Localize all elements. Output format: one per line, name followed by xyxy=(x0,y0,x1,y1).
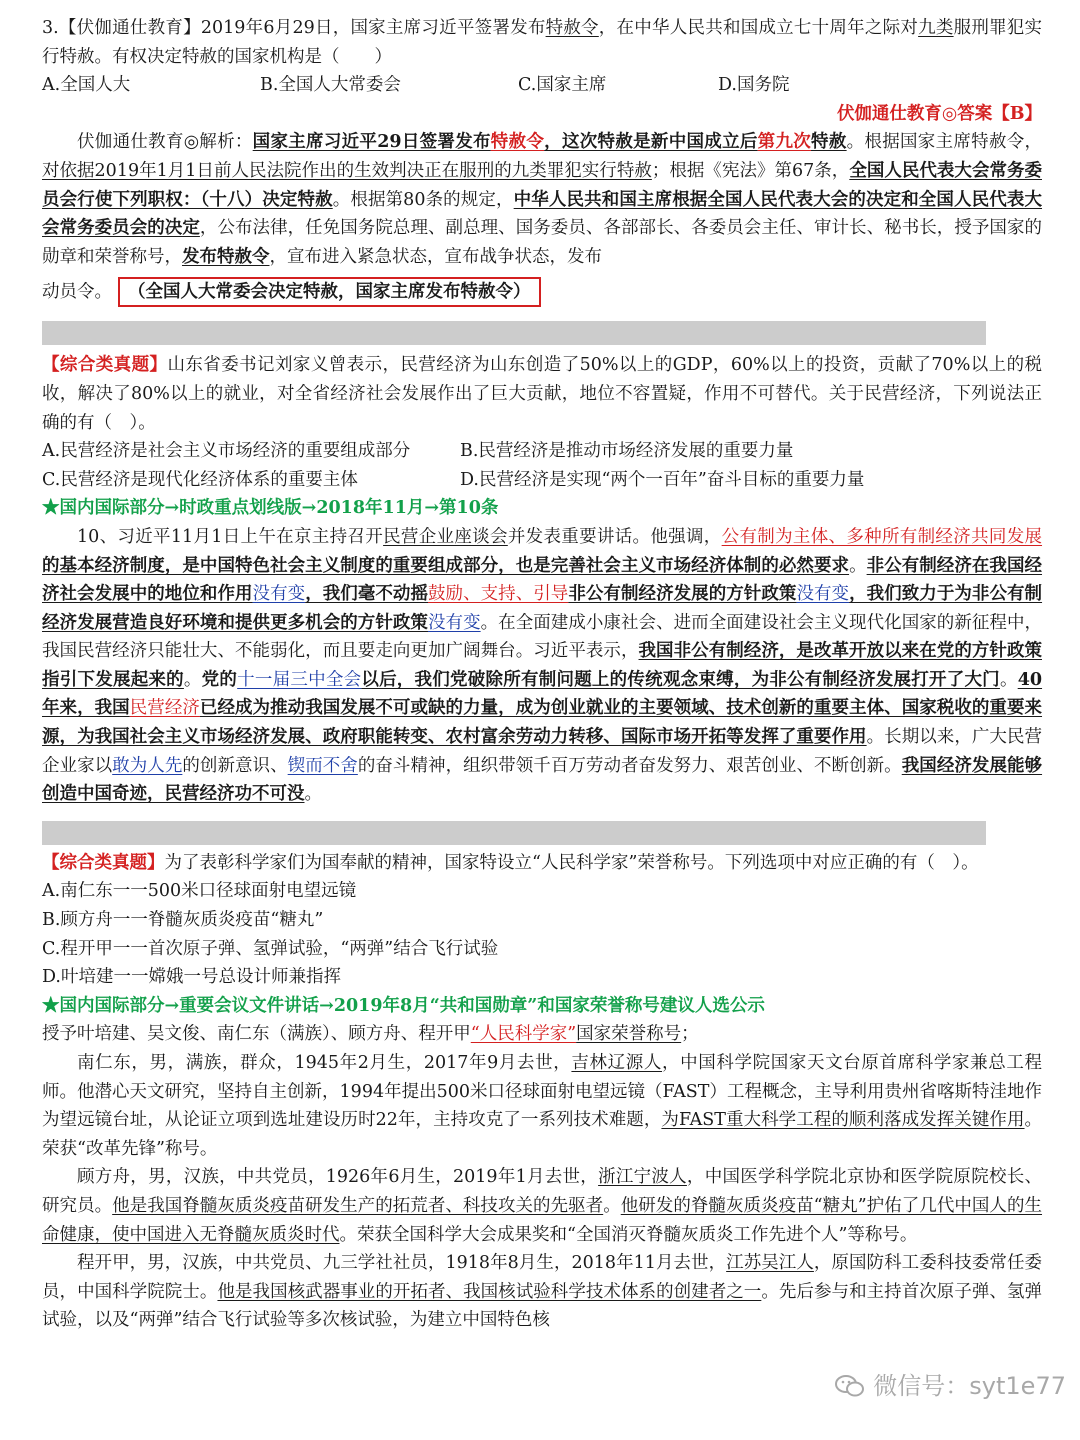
q4-stem: 【综合类真题】山东省委书记刘家义曾表示，民营经济为山东创造了50%以上的GDP，60%以上的投资，贡献了70%以上的税收，解决了80%以上的就业，对全省经济社会发展作出了巨大贡献，地位不容置疑，作用不可替代。关于民营经济，下列说法正确的有（ ）。 xyxy=(42,355,1042,433)
q4-option-b: B.民营经济是推动市场经济发展的重要力量 xyxy=(460,441,794,462)
q5-paragraph-nan: 南仁东，男，满族，群众，1945年2月生，2017年9月去世，吉林辽源人，中国科学院国家天文台原首席科学家兼总工程师。他潜心天文研究，坚持自主创新，1994年提出500米口径球面射电望远镜（FAST）工程概念，主导利用贵州省喀斯特洼地作为望远镜台址，从论证立项到选址建设历时22年，主持攻克了一系列技术难题，为FAST重大科学工程的顺利落成发挥关键作用。荣获“改革先锋”称号。 xyxy=(42,1053,1043,1159)
q4-option-c: C.民营经济是现代化经济体系的重要主体 xyxy=(42,469,358,490)
q3-summary-box: （全国人大常委会决定特赦，国家主席发布特赦令） xyxy=(118,277,541,307)
watermark-text: 微信号：syt1e77 xyxy=(873,1372,1066,1400)
q3-option-a: A.全国人大 xyxy=(42,75,131,96)
q3-summary-line: 动员令。 （全国人大常委会决定特赦，国家主席发布特赦令） xyxy=(42,277,1042,307)
q3-answer: 伏伽通仕教育◎答案【B】 xyxy=(836,103,1042,124)
document-page xyxy=(42,14,1042,1335)
q5-source: ★国内国际部分→重要会议文件讲话→2019年8月“共和国勋章”和国家荣誉称号建议人选公示 xyxy=(42,995,765,1016)
wechat-icon xyxy=(835,1374,865,1398)
q4-options-row2 xyxy=(42,466,1042,495)
q5-option-d: D.叶培建一一嫦娥一号总设计师兼指挥 xyxy=(42,967,341,988)
q3-option-b: B.全国人大常委会 xyxy=(260,75,401,96)
wechat-watermark xyxy=(835,1372,1066,1401)
q3-analysis: 伏伽通仕教育◎解析：国家主席习近平29日签署发布特赦令，这次特赦是新中国成立后第九次特赦。根据国家主席特赦令，对依据2019年1月1日前人民法院作出的生效判决正在服刑的九类罪犯实行特赦；根据《宪法》第67条，全国人民代表大会常务委员会行使下列职权：（十八）决定特赦。根据第80条的规定，中华人民共和国主席根据全国人民代表大会的决定和全国人民代表大会常务委员会的决定，公布法律，任免国务院总理、副总理、国务委员、各部部长、各委员会主任、审计长、秘书长，授予国家的勋章和荣誉称号，发布特赦令，宣布进入紧急状态，宣布战争状态，发布 xyxy=(42,132,1043,267)
q4-option-a: A.民营经济是社会主义市场经济的重要组成部分 xyxy=(42,441,411,462)
q3-stem: 3.【伏伽通仕教育】2019年6月29日，国家主席习近平签署发布特赦令，在中华人民共和国成立七十周年之际对九类服刑罪犯实行特赦。有权决定特赦的国家机构是（ ） xyxy=(42,18,1043,67)
q5-paragraph-gu: 顾方舟，男，汉族，中共党员，1926年6月生，2019年1月去世，浙江宁波人，中国医学科学院北京协和医学院原院校长、研究员。他是我国脊髓灰质炎疫苗研发生产的拓荒者、科技攻关的先驱者。他研发的脊髓灰质炎疫苗“糖丸”护佑了几代中国人的生命健康，使中国进入无脊髓灰质炎时代。荣获全国科学大会成果奖和“全国消灭脊髓灰质炎工作先进个人”等称号。 xyxy=(42,1167,1043,1245)
q5-option-b: B.顾方舟一一脊髓灰质炎疫苗“糖丸” xyxy=(42,910,324,931)
q5-stem: 【综合类真题】为了表彰科学家们为国奉献的精神，国家特设立“人民科学家”荣誉称号。下列选项中对应正确的有（ ）。 xyxy=(42,852,979,873)
q4-body: 10、习近平11月1日上午在京主持召开民营企业座谈会并发表重要讲话。他强调，公有制为主体、多种所有制经济共同发展的基本经济制度，是中国特色社会主义制度的重要组成部分，也是完善社会主义市场经济体制的必然要求。非公有制经济在我国经济社会发展中的地位和作用没有变，我们毫不动摇鼓励、支持、引导非公有制经济发展的方针政策没有变，我们致力于为非公有制经济发展营造良好环境和提供更多机会的方针政策没有变。在全面建成小康社会、进而全面建设社会主义现代化国家的新征程中，我国民营经济只能壮大、不能弱化，而且要走向更加广阔舞台。习近平表示，我国非公有制经济，是改革开放以来在党的方针政策指引下发展起来的。党的十一届三中全会以后，我们党破除所有制问题上的传统观念束缚，为非公有制经济发展打开了大门。40年来，我国民营经济已经成为推动我国发展不可或缺的力量，成为创业就业的主要领域、技术创新的重要主体、国家税收的重要来源，为我国社会主义市场经济发展、政府职能转变、农村富余劳动力转移、国际市场开拓等发挥了重要作用。长期以来，广大民营企业家以敢为人先的创新意识、锲而不舍的奋斗精神，组织带领千百万劳动者奋发努力、艰苦创业、不断创新。我国经济发展能够创造中国奇迹，民营经济功不可没。 xyxy=(42,526,1043,805)
q5-option-c: C.程开甲一一首次原子弹、氢弹试验，“两弹”结合飞行试验 xyxy=(42,938,499,959)
q3-option-d: D.国务院 xyxy=(718,75,790,96)
q4-source: ★国内国际部分→时政重点划线版→2018年11月→第10条 xyxy=(42,498,499,519)
section-divider-1 xyxy=(42,321,986,345)
q4-options-row1 xyxy=(42,437,1042,466)
section-divider-2 xyxy=(42,821,986,845)
q5-paragraph-cheng: 程开甲，男，汉族，中共党员、九三学社社员，1918年8月生，2018年11月去世，江苏吴江人，原国防科工委科技委常任委员，中国科学院院士。他是我国核武器事业的开拓者、我国核试验科学技术体系的创建者之一。先后参与和主持首次原子弹、氢弹试验，以及“两弹”结合飞行试验等多次核试验，为建立中国特色核 xyxy=(42,1253,1043,1331)
q4-option-d: D.民营经济是实现“两个一百年”奋斗目标的重要力量 xyxy=(460,469,865,490)
q3-options xyxy=(42,71,1042,100)
q3-option-c: C.国家主席 xyxy=(518,75,607,96)
q5-option-a: A.南仁东一一500米口径球面射电望远镜 xyxy=(42,881,357,902)
q5-intro: 授予叶培建、吴文俊、南仁东（满族）、顾方舟、程开甲“人民科学家”国家荣誉称号； xyxy=(42,1024,699,1045)
